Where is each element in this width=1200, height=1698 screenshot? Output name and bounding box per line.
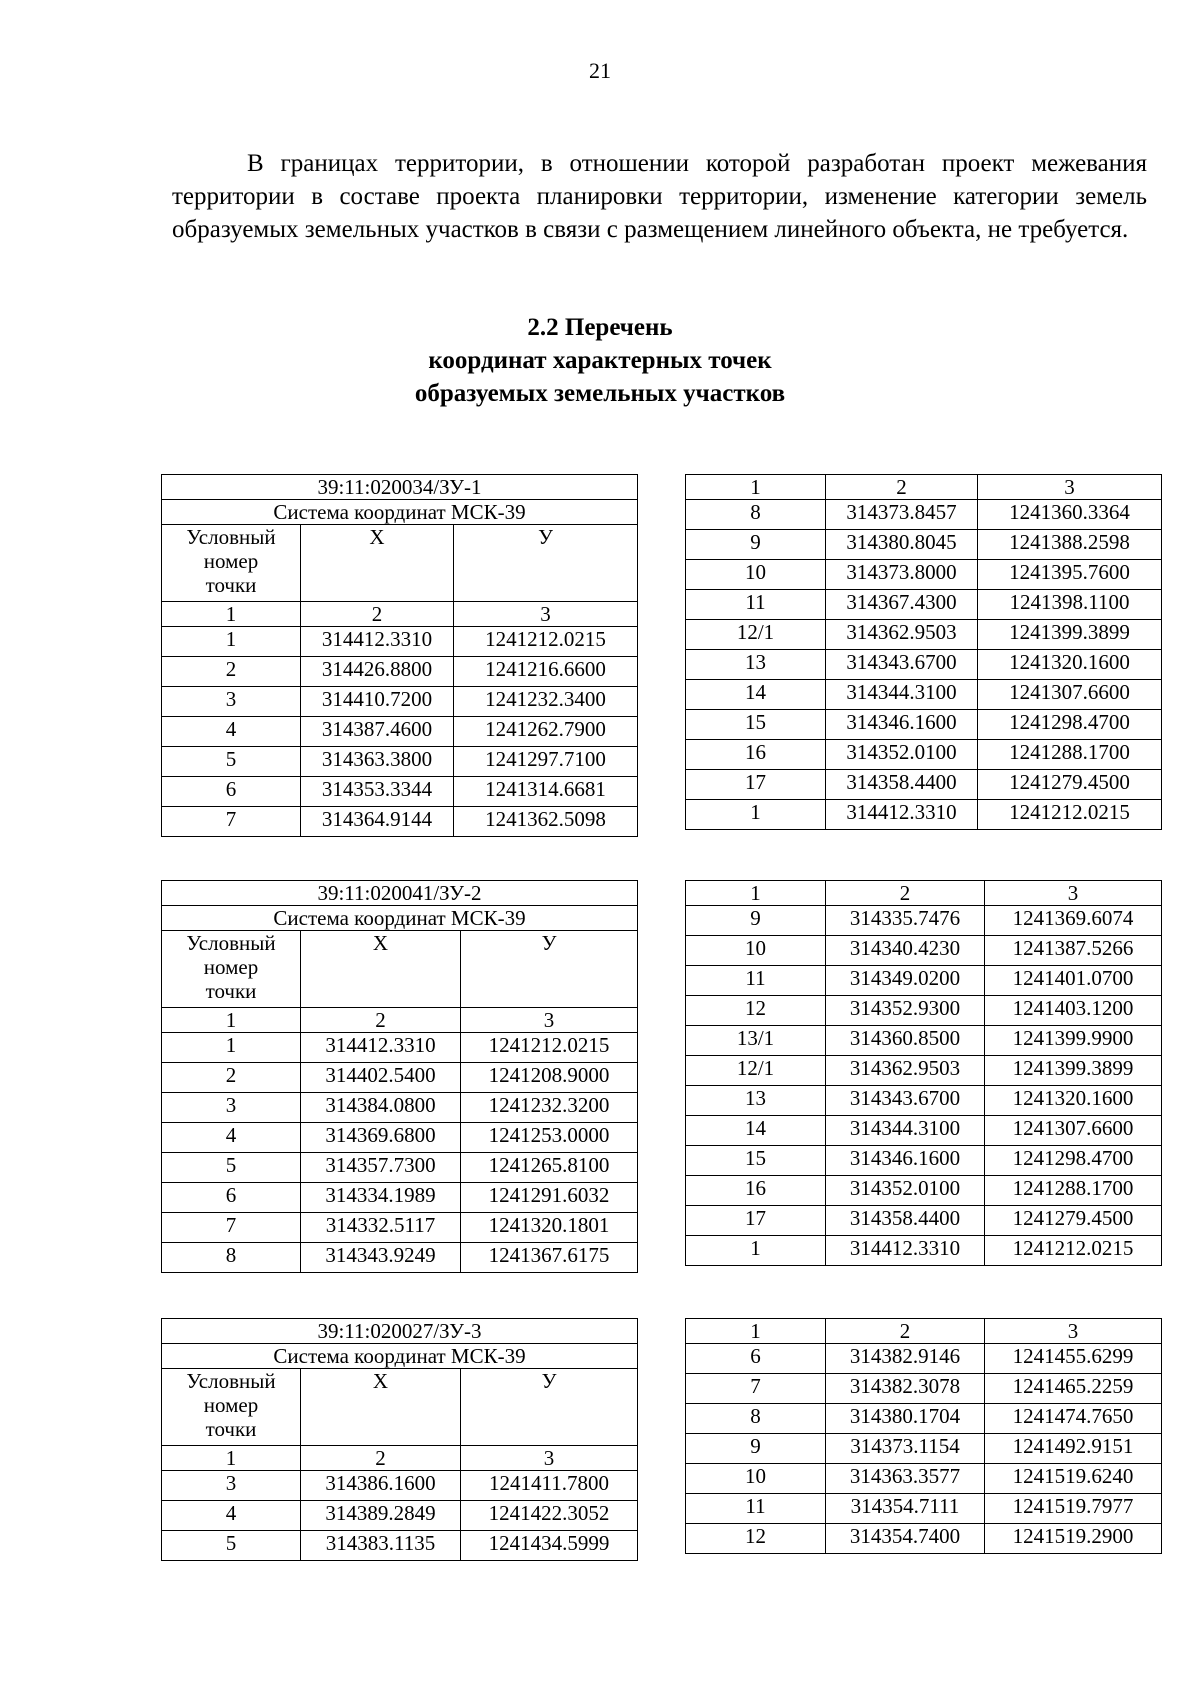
x-coordinate: 314389.2849: [301, 1501, 461, 1531]
point-number: 1: [686, 1236, 826, 1266]
table-row: [686, 680, 1162, 710]
x-coordinate: 314334.1989: [301, 1183, 461, 1213]
point-number: 13: [686, 650, 826, 680]
table-row: [686, 1116, 1162, 1146]
x-column-header: Х: [301, 1369, 461, 1446]
table-row: [162, 1093, 638, 1123]
plot-2-table: [161, 880, 638, 1273]
point-number: 8: [686, 500, 826, 530]
point-number: 16: [686, 1176, 826, 1206]
x-coordinate: 314386.1600: [301, 1471, 461, 1501]
x-coordinate: 314352.0100: [826, 740, 978, 770]
x-coordinate: 314364.9144: [301, 807, 454, 837]
x-coordinate: 314353.3344: [301, 777, 454, 807]
point-number: 12: [686, 1524, 826, 1554]
table-row: [162, 657, 638, 687]
column-number: 1: [686, 881, 826, 906]
x-coordinate: 314343.9249: [301, 1243, 461, 1273]
x-coordinate: 314426.8800: [301, 657, 454, 687]
y-coordinate: 1241253.0000: [461, 1123, 638, 1153]
table-row: [686, 710, 1162, 740]
x-coordinate: 314363.3577: [826, 1464, 985, 1494]
x-coordinate: 314357.7300: [301, 1153, 461, 1183]
y-column-header: У: [461, 931, 638, 1008]
plot-3-continuation-table: [685, 1318, 1162, 1554]
table-row: [686, 740, 1162, 770]
column-number: 2: [826, 475, 978, 500]
y-coordinate: 1241519.2900: [985, 1524, 1162, 1554]
table-row: [162, 1153, 638, 1183]
x-coordinate: 314410.7200: [301, 687, 454, 717]
point-number: 9: [686, 1434, 826, 1464]
x-coordinate: 314380.1704: [826, 1404, 985, 1434]
x-coordinate: 314369.6800: [301, 1123, 461, 1153]
point-number: 7: [686, 1374, 826, 1404]
point-number: 8: [162, 1243, 301, 1273]
y-coordinate: 1241320.1600: [985, 1086, 1162, 1116]
y-coordinate: 1241262.7900: [454, 717, 638, 747]
y-coordinate: 1241434.5999: [461, 1531, 638, 1561]
point-number: 6: [686, 1344, 826, 1374]
plot-1-continuation-table: [685, 474, 1162, 830]
y-coordinate: 1241212.0215: [454, 627, 638, 657]
point-number: 12: [686, 996, 826, 1026]
point-column-header: Условный номер точки: [162, 931, 301, 1008]
point-number: 1: [686, 800, 826, 830]
y-coordinate: 1241208.9000: [461, 1063, 638, 1093]
point-number: 9: [686, 530, 826, 560]
table-row: [686, 1146, 1162, 1176]
x-coordinate: 314373.8457: [826, 500, 978, 530]
y-coordinate: 1241399.9900: [985, 1026, 1162, 1056]
point-number: 2: [162, 657, 301, 687]
table-row: [686, 1404, 1162, 1434]
y-coordinate: 1241320.1600: [978, 650, 1162, 680]
column-number: 2: [301, 602, 454, 627]
column-number: 3: [985, 881, 1162, 906]
table-row: [686, 1524, 1162, 1554]
x-coordinate: 314340.4230: [826, 936, 985, 966]
point-number: 10: [686, 936, 826, 966]
x-coordinate: 314349.0200: [826, 966, 985, 996]
table-row: [162, 687, 638, 717]
table-row: [162, 1471, 638, 1501]
y-coordinate: 1241297.7100: [454, 747, 638, 777]
y-coordinate: 1241465.2259: [985, 1374, 1162, 1404]
y-coordinate: 1241403.1200: [985, 996, 1162, 1026]
coordinate-system: Система координат МСК-39: [162, 1344, 638, 1369]
x-column-header: Х: [301, 931, 461, 1008]
x-coordinate: 314352.9300: [826, 996, 985, 1026]
column-number: 3: [461, 1446, 638, 1471]
y-coordinate: 1241314.6681: [454, 777, 638, 807]
x-coordinate: 314382.9146: [826, 1344, 985, 1374]
point-column-header: Условный номер точки: [162, 525, 301, 602]
point-number: 7: [162, 807, 301, 837]
x-coordinate: 314382.3078: [826, 1374, 985, 1404]
x-coordinate: 314344.3100: [826, 680, 978, 710]
table-row: [686, 1464, 1162, 1494]
point-number: 14: [686, 680, 826, 710]
column-number: 1: [162, 1008, 301, 1033]
x-coordinate: 314363.3800: [301, 747, 454, 777]
table-row: [686, 1374, 1162, 1404]
table-row: [162, 1123, 638, 1153]
x-coordinate: 314352.0100: [826, 1176, 985, 1206]
y-coordinate: 1241320.1801: [461, 1213, 638, 1243]
point-number: 16: [686, 740, 826, 770]
point-number: 12/1: [686, 620, 826, 650]
y-coordinate: 1241265.8100: [461, 1153, 638, 1183]
intro-paragraph: В границах территории, в отношении которой разработан проект межевания территории в составе проекта планировки территории, изменение категории земель образуемых земельных участков в связи с размещением линейного объекта, не требуется.: [172, 150, 1147, 243]
table-row: [686, 1086, 1162, 1116]
x-coordinate: 314402.5400: [301, 1063, 461, 1093]
table-row: [686, 590, 1162, 620]
table-row: [686, 996, 1162, 1026]
column-number: 2: [826, 881, 985, 906]
column-number: 2: [301, 1008, 461, 1033]
table-row: [686, 500, 1162, 530]
heading-line-1: 2.2 Перечень: [527, 314, 673, 341]
table-row: [162, 1213, 638, 1243]
x-coordinate: 314360.8500: [826, 1026, 985, 1056]
point-number: 4: [162, 1123, 301, 1153]
x-coordinate: 314343.6700: [826, 1086, 985, 1116]
plot-3-table: [161, 1318, 638, 1561]
y-coordinate: 1241395.7600: [978, 560, 1162, 590]
y-coordinate: 1241474.7650: [985, 1404, 1162, 1434]
y-coordinate: 1241492.9151: [985, 1434, 1162, 1464]
x-coordinate: 314332.5117: [301, 1213, 461, 1243]
y-coordinate: 1241519.7977: [985, 1494, 1162, 1524]
table-row: [162, 1183, 638, 1213]
table-row: [686, 620, 1162, 650]
table-row: [162, 1501, 638, 1531]
plot-title: 39:11:020027/ЗУ-3: [162, 1319, 638, 1344]
point-number: 6: [162, 777, 301, 807]
table-row: [686, 1236, 1162, 1266]
y-coordinate: 1241362.5098: [454, 807, 638, 837]
point-number: 4: [162, 1501, 301, 1531]
y-coordinate: 1241279.4500: [978, 770, 1162, 800]
plot-2-continuation-table: [685, 880, 1162, 1266]
heading-line-2: координат характерных точек: [428, 347, 772, 374]
x-coordinate: 314367.4300: [826, 590, 978, 620]
point-number: 5: [162, 1153, 301, 1183]
table-row: [686, 770, 1162, 800]
y-column-header: У: [454, 525, 638, 602]
plot-title: 39:11:020034/ЗУ-1: [162, 475, 638, 500]
y-coordinate: 1241288.1700: [978, 740, 1162, 770]
y-coordinate: 1241232.3400: [454, 687, 638, 717]
y-coordinate: 1241307.6600: [978, 680, 1162, 710]
table-row: [686, 1494, 1162, 1524]
x-coordinate: 314412.3310: [301, 1033, 461, 1063]
point-number: 3: [162, 687, 301, 717]
x-coordinate: 314343.6700: [826, 650, 978, 680]
x-coordinate: 314383.1135: [301, 1531, 461, 1561]
x-coordinate: 314346.1600: [826, 1146, 985, 1176]
table-row: [686, 1026, 1162, 1056]
y-coordinate: 1241401.0700: [985, 966, 1162, 996]
point-number: 5: [162, 747, 301, 777]
table-row: [686, 1176, 1162, 1206]
table-row: [162, 807, 638, 837]
x-coordinate: 314373.8000: [826, 560, 978, 590]
point-number: 11: [686, 1494, 826, 1524]
column-number: 3: [461, 1008, 638, 1033]
point-number: 17: [686, 1206, 826, 1236]
y-coordinate: 1241455.6299: [985, 1344, 1162, 1374]
point-number: 14: [686, 1116, 826, 1146]
column-number: 3: [985, 1319, 1162, 1344]
coordinate-system: Система координат МСК-39: [162, 500, 638, 525]
plot-title: 39:11:020041/ЗУ-2: [162, 881, 638, 906]
y-coordinate: 1241369.6074: [985, 906, 1162, 936]
point-number: 13: [686, 1086, 826, 1116]
point-number: 15: [686, 710, 826, 740]
point-number: 3: [162, 1471, 301, 1501]
y-coordinate: 1241519.6240: [985, 1464, 1162, 1494]
table-row: [162, 777, 638, 807]
table-row: [686, 800, 1162, 830]
y-coordinate: 1241279.4500: [985, 1206, 1162, 1236]
column-number: 2: [301, 1446, 461, 1471]
point-number: 4: [162, 717, 301, 747]
x-coordinate: 314362.9503: [826, 1056, 985, 1086]
y-coordinate: 1241388.2598: [978, 530, 1162, 560]
x-coordinate: 314380.8045: [826, 530, 978, 560]
y-coordinate: 1241298.4700: [985, 1146, 1162, 1176]
x-coordinate: 314354.7400: [826, 1524, 985, 1554]
point-column-header: Условный номер точки: [162, 1369, 301, 1446]
point-number: 1: [162, 1033, 301, 1063]
y-coordinate: 1241232.3200: [461, 1093, 638, 1123]
point-number: 13/1: [686, 1026, 826, 1056]
y-coordinate: 1241307.6600: [985, 1116, 1162, 1146]
section-heading: [0, 311, 1200, 410]
y-coordinate: 1241212.0215: [461, 1033, 638, 1063]
point-number: 10: [686, 1464, 826, 1494]
point-number: 12/1: [686, 1056, 826, 1086]
point-number: 5: [162, 1531, 301, 1561]
x-coordinate: 314358.4400: [826, 1206, 985, 1236]
column-number: 1: [686, 475, 826, 500]
table-row: [686, 1206, 1162, 1236]
y-coordinate: 1241398.1100: [978, 590, 1162, 620]
x-coordinate: 314384.0800: [301, 1093, 461, 1123]
x-coordinate: 314412.3310: [826, 800, 978, 830]
page-number: 21: [589, 58, 611, 83]
point-number: 11: [686, 966, 826, 996]
point-number: 3: [162, 1093, 301, 1123]
point-number: 1: [162, 627, 301, 657]
column-number: 1: [686, 1319, 826, 1344]
table-row: [162, 1531, 638, 1561]
y-coordinate: 1241360.3364: [978, 500, 1162, 530]
table-row: [162, 627, 638, 657]
y-coordinate: 1241291.6032: [461, 1183, 638, 1213]
x-coordinate: 314358.4400: [826, 770, 978, 800]
point-number: 2: [162, 1063, 301, 1093]
point-number: 17: [686, 770, 826, 800]
y-coordinate: 1241216.6600: [454, 657, 638, 687]
table-row: [162, 1243, 638, 1273]
y-coordinate: 1241298.4700: [978, 710, 1162, 740]
y-coordinate: 1241399.3899: [978, 620, 1162, 650]
point-number: 6: [162, 1183, 301, 1213]
y-coordinate: 1241399.3899: [985, 1056, 1162, 1086]
table-row: [686, 560, 1162, 590]
point-number: 10: [686, 560, 826, 590]
x-coordinate: 314387.4600: [301, 717, 454, 747]
point-number: 8: [686, 1404, 826, 1434]
column-number: 3: [454, 602, 638, 627]
table-row: [686, 936, 1162, 966]
y-coordinate: 1241212.0215: [978, 800, 1162, 830]
column-number: 1: [162, 602, 301, 627]
table-row: [686, 906, 1162, 936]
x-coordinate: 314344.3100: [826, 1116, 985, 1146]
y-coordinate: 1241288.1700: [985, 1176, 1162, 1206]
table-row: [686, 650, 1162, 680]
y-coordinate: 1241411.7800: [461, 1471, 638, 1501]
point-number: 11: [686, 590, 826, 620]
y-coordinate: 1241212.0215: [985, 1236, 1162, 1266]
heading-line-3: образуемых земельных участков: [414, 380, 786, 407]
x-coordinate: 314373.1154: [826, 1434, 985, 1464]
plot-1-table: [161, 474, 638, 837]
x-coordinate: 314335.7476: [826, 906, 985, 936]
coordinate-system: Система координат МСК-39: [162, 906, 638, 931]
x-coordinate: 314354.7111: [826, 1494, 985, 1524]
table-row: [162, 1033, 638, 1063]
table-row: [162, 1063, 638, 1093]
column-number: 3: [978, 475, 1162, 500]
y-column-header: У: [461, 1369, 638, 1446]
point-number: 7: [162, 1213, 301, 1243]
x-coordinate: 314412.3310: [301, 627, 454, 657]
x-coordinate: 314412.3310: [826, 1236, 985, 1266]
table-row: [686, 1434, 1162, 1464]
point-number: 9: [686, 906, 826, 936]
y-coordinate: 1241387.5266: [985, 936, 1162, 966]
y-coordinate: 1241422.3052: [461, 1501, 638, 1531]
x-column-header: Х: [301, 525, 454, 602]
x-coordinate: 314346.1600: [826, 710, 978, 740]
x-coordinate: 314362.9503: [826, 620, 978, 650]
table-row: [686, 1344, 1162, 1374]
y-coordinate: 1241367.6175: [461, 1243, 638, 1273]
table-row: [162, 747, 638, 777]
point-number: 15: [686, 1146, 826, 1176]
table-row: [686, 966, 1162, 996]
column-number: 2: [826, 1319, 985, 1344]
column-number: 1: [162, 1446, 301, 1471]
table-row: [162, 717, 638, 747]
table-row: [686, 530, 1162, 560]
table-row: [686, 1056, 1162, 1086]
